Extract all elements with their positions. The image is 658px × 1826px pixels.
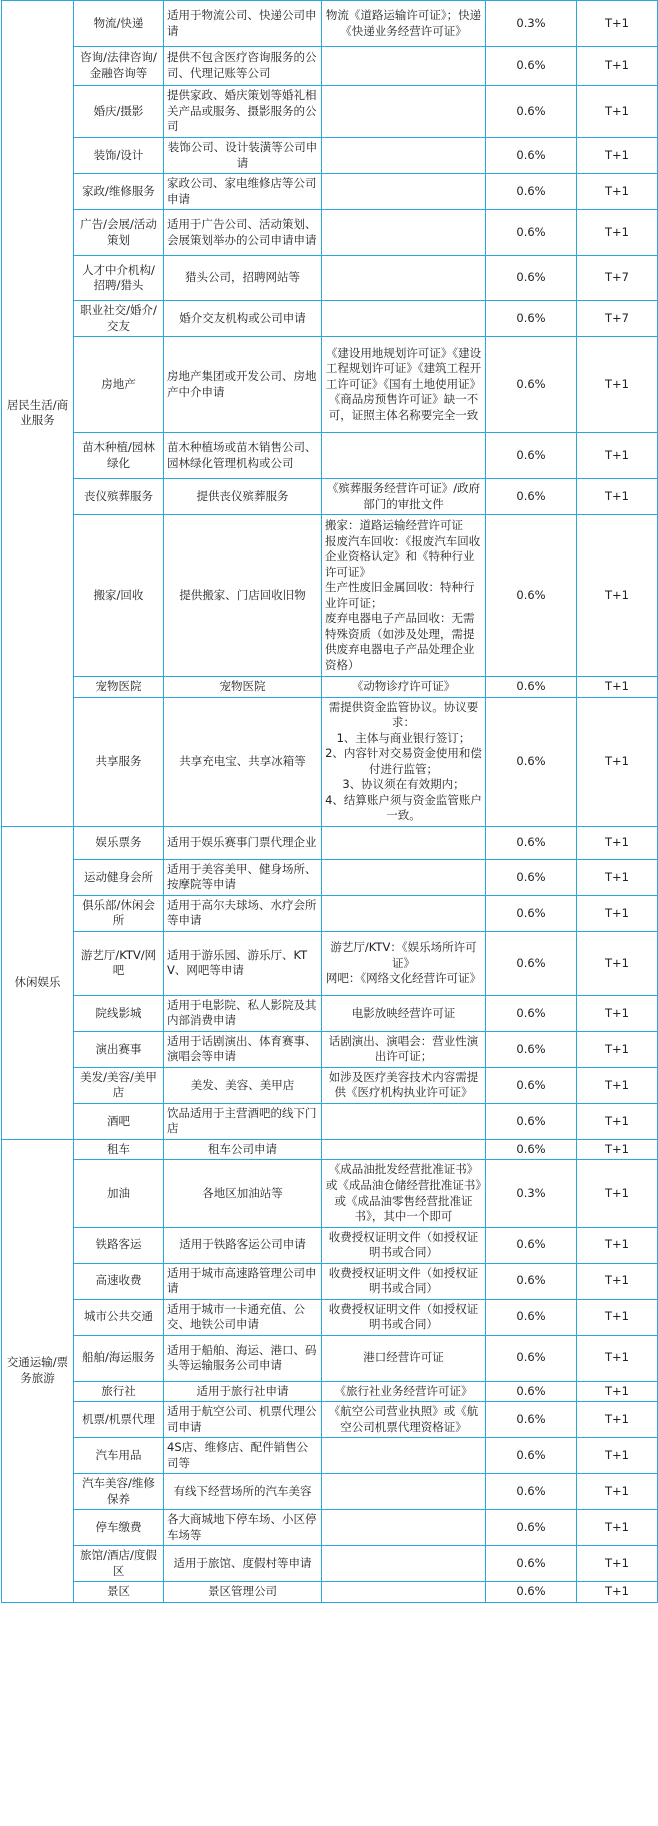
rate-cell: 0.6%: [486, 47, 577, 86]
rate-cell: 0.6%: [486, 859, 577, 895]
rate-cell: 0.6%: [486, 931, 577, 995]
group-name-cell: 休闲娱乐: [2, 826, 74, 1139]
category-cell: 酒吧: [74, 1103, 164, 1139]
rate-cell: 0.6%: [486, 86, 577, 138]
settlement-cell: T+1: [577, 47, 658, 86]
settlement-cell: T+1: [577, 138, 658, 174]
license-cell: 如涉及医疗美容技术内容需提供《医疗机构执业许可证》: [322, 1067, 486, 1103]
license-cell: [322, 1510, 486, 1546]
description-cell: 房地产集团或开发公司、房地产中介申请: [164, 337, 322, 433]
rate-cell: 0.6%: [486, 1263, 577, 1299]
category-cell: 广告/会展/活动策划: [74, 210, 164, 256]
settlement-cell: T+1: [577, 859, 658, 895]
license-cell: [322, 138, 486, 174]
license-cell: 《建设用地规划许可证》《建设工程规划许可证》《建筑工程开工许可证》《国有土地使用证》《商品房预售许可证》缺一不可，证照主体名称要完全一致: [322, 337, 486, 433]
description-cell: 饮品适用于主营酒吧的线下门店: [164, 1103, 322, 1139]
description-cell: 提供丧仪殡葬服务: [164, 479, 322, 515]
license-line: 需提供资金监管协议。协议要求：: [328, 699, 479, 730]
description-cell: 提供不包含医疗咨询服务的公司、代理记账等公司: [164, 47, 322, 86]
description-cell: 美发、美容、美甲店: [164, 1067, 322, 1103]
description-cell: 适用于高尔夫球场、水疗会所等申请: [164, 895, 322, 931]
rate-cell: 0.6%: [486, 433, 577, 479]
settlement-cell: T+1: [577, 1546, 658, 1582]
category-cell: 城市公共交通: [74, 1299, 164, 1335]
category-cell: 房地产: [74, 337, 164, 433]
rate-cell: 0.6%: [486, 677, 577, 698]
description-cell: 适用于旅馆、度假村等申请: [164, 1546, 322, 1582]
rate-cell: 0.6%: [486, 1438, 577, 1474]
license-cell: [322, 301, 486, 337]
rate-cell: 0.6%: [486, 995, 577, 1031]
category-cell: 宠物医院: [74, 677, 164, 698]
rate-cell: 0.6%: [486, 1546, 577, 1582]
rate-cell: 0.6%: [486, 1227, 577, 1263]
license-cell: 《成品油批发经营批准证书》或《成品油仓储经营批准证书》或《成品油零售经营批准证书》，其中一个即可: [322, 1160, 486, 1227]
license-cell: 《旅行社业务经营许可证》: [322, 1381, 486, 1402]
license-line: 3、协议须在有效期内；: [342, 777, 465, 792]
table-row: [2, 1582, 658, 1603]
settlement-cell: T+1: [577, 1474, 658, 1510]
license-cell: 收费授权证明文件（如授权证明书或合同）: [322, 1263, 486, 1299]
settlement-cell: T+1: [577, 1299, 658, 1335]
category-cell: 娱乐票务: [74, 826, 164, 859]
category-cell: 共享服务: [74, 697, 164, 826]
rate-cell: 0.6%: [486, 256, 577, 301]
table-row: [2, 697, 658, 826]
category-cell: 高速收费: [74, 1263, 164, 1299]
license-cell: [322, 1139, 486, 1160]
license-cell: 《动物诊疗许可证》: [322, 677, 486, 698]
rate-cell: 0.6%: [486, 697, 577, 826]
table-row: [2, 826, 658, 859]
license-line: 网吧：《网络文化经营许可证》: [325, 971, 482, 986]
license-cell: [322, 515, 486, 677]
settlement-cell: T+1: [577, 826, 658, 859]
category-cell: 物流/快递: [74, 1, 164, 47]
description-cell: 提供家政、婚庆策划等婚礼相关产品或服务、摄影服务的公司: [164, 86, 322, 138]
group-name-cell: 居民生活/商业服务: [2, 1, 74, 827]
category-cell: 苗木种植/园林绿化: [74, 433, 164, 479]
settlement-cell: T+1: [577, 1067, 658, 1103]
category-cell: 家政/维修服务: [74, 174, 164, 210]
table-row: [2, 677, 658, 698]
category-cell: 游艺厅/KTV/网吧: [74, 931, 164, 995]
rate-cell: 0.6%: [486, 1381, 577, 1402]
rate-cell: 0.6%: [486, 1067, 577, 1103]
license-cell: [322, 1438, 486, 1474]
rate-cell: 0.6%: [486, 1335, 577, 1381]
settlement-cell: T+1: [577, 515, 658, 677]
license-cell: [322, 47, 486, 86]
table-row: [2, 210, 658, 256]
rate-cell: 0.6%: [486, 1031, 577, 1067]
rate-cell: 0.6%: [486, 1103, 577, 1139]
table-row: [2, 1031, 658, 1067]
license-cell: [322, 859, 486, 895]
table-row: [2, 1263, 658, 1299]
license-cell: 收费授权证明文件（如授权证明书或合同）: [322, 1299, 486, 1335]
license-cell: [322, 931, 486, 995]
fee-rate-table: [1, 0, 658, 1603]
settlement-cell: T+1: [577, 1160, 658, 1227]
category-cell: 美发/美容/美甲店: [74, 1067, 164, 1103]
fee-rate-table-body: [2, 1, 658, 1603]
category-cell: 汽车美容/维修保养: [74, 1474, 164, 1510]
license-line: 游艺厅/KTV：《娱乐场所许可证》: [330, 940, 477, 970]
category-cell: 机票/机票代理: [74, 1402, 164, 1438]
rate-cell: 0.6%: [486, 479, 577, 515]
table-row: [2, 433, 658, 479]
table-row: [2, 174, 658, 210]
description-cell: 提供搬家、门店回收旧物: [164, 515, 322, 677]
description-cell: 租车公司申请: [164, 1139, 322, 1160]
category-cell: 搬家/回收: [74, 515, 164, 677]
rate-cell: 0.6%: [486, 895, 577, 931]
description-cell: 装饰公司、设计装潢等公司申请: [164, 138, 322, 174]
category-cell: 船舶/海运服务: [74, 1335, 164, 1381]
table-row: [2, 859, 658, 895]
license-cell: [322, 210, 486, 256]
rate-cell: 0.6%: [486, 515, 577, 677]
rate-cell: 0.6%: [486, 826, 577, 859]
group-name-cell: 交通运输/票务旅游: [2, 1139, 74, 1602]
description-cell: 适用于城市一卡通充值、公交、地铁公司申请: [164, 1299, 322, 1335]
category-cell: 加油: [74, 1160, 164, 1227]
rate-cell: 0.6%: [486, 138, 577, 174]
license-cell: 《殡葬服务经营许可证》/政府部门的审批文件: [322, 479, 486, 515]
description-cell: 适用于游乐园、游乐厅、KTV、网吧等申请: [164, 931, 322, 995]
license-cell: 话剧演出、演唱会：营业性演出许可证；: [322, 1031, 486, 1067]
rate-cell: 0.6%: [486, 1139, 577, 1160]
table-row: [2, 1335, 658, 1381]
category-cell: 景区: [74, 1582, 164, 1603]
settlement-cell: T+1: [577, 86, 658, 138]
license-cell: [322, 826, 486, 859]
settlement-cell: T+1: [577, 1510, 658, 1546]
table-row: [2, 1139, 658, 1160]
settlement-cell: T+7: [577, 256, 658, 301]
license-cell: [322, 256, 486, 301]
settlement-cell: T+1: [577, 895, 658, 931]
table-row: [2, 1299, 658, 1335]
table-row: [2, 1510, 658, 1546]
description-cell: 各地区加油站等: [164, 1160, 322, 1227]
license-cell: [322, 86, 486, 138]
description-cell: 各大商城地下停车场、小区停车场等: [164, 1510, 322, 1546]
table-row: [2, 931, 658, 995]
settlement-cell: T+1: [577, 677, 658, 698]
license-cell: 港口经营许可证: [322, 1335, 486, 1381]
category-cell: 院线影城: [74, 995, 164, 1031]
rate-cell: 0.6%: [486, 301, 577, 337]
table-row: [2, 1546, 658, 1582]
rate-cell: 0.6%: [486, 1474, 577, 1510]
category-cell: 职业社交/婚介/交友: [74, 301, 164, 337]
license-cell: [322, 433, 486, 479]
rate-cell: 0.6%: [486, 1299, 577, 1335]
category-cell: 运动健身会所: [74, 859, 164, 895]
license-line: 生产性废旧金属回收：特种行业许可证；: [325, 580, 475, 610]
description-cell: 猎头公司，招聘网站等: [164, 256, 322, 301]
table-row: [2, 515, 658, 677]
settlement-cell: T+1: [577, 433, 658, 479]
license-line: 4、结算账户须与资金监管账户一致。: [325, 792, 482, 823]
table-row: [2, 1067, 658, 1103]
category-cell: 咨询/法律咨询/金融咨询等: [74, 47, 164, 86]
rate-cell: 0.3%: [486, 1160, 577, 1227]
license-cell: [322, 1474, 486, 1510]
description-cell: 适用于航空公司、机票代理公司申请: [164, 1402, 322, 1438]
license-cell: [322, 1103, 486, 1139]
license-cell: 物流《道路运输许可证》；快递《快递业务经营许可证》: [322, 1, 486, 47]
description-cell: 景区管理公司: [164, 1582, 322, 1603]
settlement-cell: T+1: [577, 337, 658, 433]
table-row: [2, 1402, 658, 1438]
table-row: [2, 1160, 658, 1227]
license-cell: [322, 895, 486, 931]
table-row: [2, 1227, 658, 1263]
category-cell: 旅馆/酒店/度假区: [74, 1546, 164, 1582]
table-row: [2, 479, 658, 515]
settlement-cell: T+1: [577, 1335, 658, 1381]
description-cell: 4S店、维修店、配件销售公司等: [164, 1438, 322, 1474]
description-cell: 苗木种植场或苗木销售公司、园林绿化管理机构或公司: [164, 433, 322, 479]
description-cell: 适用于话剧演出、体育赛事、演唱会等申请: [164, 1031, 322, 1067]
license-cell: [322, 1546, 486, 1582]
table-row: [2, 1438, 658, 1474]
description-cell: 适用于美容美甲、健身场所、按摩院等申请: [164, 859, 322, 895]
settlement-cell: T+1: [577, 1031, 658, 1067]
description-cell: 宠物医院: [164, 677, 322, 698]
settlement-cell: T+1: [577, 479, 658, 515]
description-cell: 适用于城市高速路管理公司申请: [164, 1263, 322, 1299]
settlement-cell: T+1: [577, 1263, 658, 1299]
description-cell: 共享充电宝、共享冰箱等: [164, 697, 322, 826]
rate-cell: 0.6%: [486, 337, 577, 433]
description-cell: 适用于旅行社申请: [164, 1381, 322, 1402]
license-line: 废弃电器电子产品回收：无需特殊资质（如涉及处理，需提供废弃电器电子产品处理企业资格）: [325, 611, 475, 672]
table-row: [2, 1103, 658, 1139]
settlement-cell: T+1: [577, 931, 658, 995]
rate-cell: 0.6%: [486, 1510, 577, 1546]
settlement-cell: T+1: [577, 1139, 658, 1160]
table-row: [2, 47, 658, 86]
rate-cell: 0.6%: [486, 174, 577, 210]
table-row: [2, 995, 658, 1031]
description-cell: 适用于物流公司、快递公司申请: [164, 1, 322, 47]
description-cell: 适用于铁路客运公司申请: [164, 1227, 322, 1263]
settlement-cell: T+1: [577, 697, 658, 826]
settlement-cell: T+1: [577, 1227, 658, 1263]
license-cell: [322, 697, 486, 826]
rate-cell: 0.6%: [486, 1402, 577, 1438]
license-cell: 收费授权证明文件（如授权证明书或合同）: [322, 1227, 486, 1263]
settlement-cell: T+1: [577, 1402, 658, 1438]
table-row: [2, 86, 658, 138]
table-row: [2, 256, 658, 301]
category-cell: 演出赛事: [74, 1031, 164, 1067]
category-cell: 丧仪殡葬服务: [74, 479, 164, 515]
description-cell: 有线下经营场所的汽车美容: [164, 1474, 322, 1510]
license-line: 搬家：道路运输经营许可证: [325, 518, 463, 533]
description-cell: 适用于广告公司、活动策划、会展策划举办的公司申请申请: [164, 210, 322, 256]
rate-cell: 0.6%: [486, 1582, 577, 1603]
settlement-cell: T+1: [577, 210, 658, 256]
license-cell: [322, 174, 486, 210]
license-line: 1、主体与商业银行签订；: [336, 730, 471, 745]
license-line: 2、内容针对交易资金使用和偿付进行监管；: [325, 746, 482, 776]
table-row: [2, 1381, 658, 1402]
description-cell: 适用于娱乐赛事门票代理企业: [164, 826, 322, 859]
settlement-cell: T+1: [577, 174, 658, 210]
description-cell: 婚介交友机构或公司申请: [164, 301, 322, 337]
settlement-cell: T+1: [577, 1103, 658, 1139]
category-cell: 人才中介机构/招聘/猎头: [74, 256, 164, 301]
table-row: [2, 301, 658, 337]
category-cell: 铁路客运: [74, 1227, 164, 1263]
license-cell: 电影放映经营许可证: [322, 995, 486, 1031]
license-cell: 《航空公司营业执照》或《航空公司机票代理资格证》: [322, 1402, 486, 1438]
settlement-cell: T+7: [577, 301, 658, 337]
category-cell: 装饰/设计: [74, 138, 164, 174]
license-cell: [322, 1582, 486, 1603]
settlement-cell: T+1: [577, 1582, 658, 1603]
settlement-cell: T+1: [577, 1, 658, 47]
table-row: [2, 1474, 658, 1510]
license-line: 报废汽车回收：《报废汽车回收企业资格认定》和《特种行业许可证》: [325, 533, 481, 579]
table-row: [2, 895, 658, 931]
category-cell: 旅行社: [74, 1381, 164, 1402]
rate-cell: 0.3%: [486, 1, 577, 47]
description-cell: 适用于船舶、海运、港口、码头等运输服务公司申请: [164, 1335, 322, 1381]
settlement-cell: T+1: [577, 1381, 658, 1402]
rate-cell: 0.6%: [486, 210, 577, 256]
settlement-cell: T+1: [577, 995, 658, 1031]
description-cell: 家政公司、家电维修店等公司申请: [164, 174, 322, 210]
category-cell: 汽车用品: [74, 1438, 164, 1474]
category-cell: 租车: [74, 1139, 164, 1160]
category-cell: 俱乐部/休闲会所: [74, 895, 164, 931]
table-row: [2, 138, 658, 174]
table-row: [2, 1, 658, 47]
category-cell: 停车缴费: [74, 1510, 164, 1546]
settlement-cell: T+1: [577, 1438, 658, 1474]
table-row: [2, 337, 658, 433]
description-cell: 适用于电影院、私人影院及其内部消费申请: [164, 995, 322, 1031]
category-cell: 婚庆/摄影: [74, 86, 164, 138]
